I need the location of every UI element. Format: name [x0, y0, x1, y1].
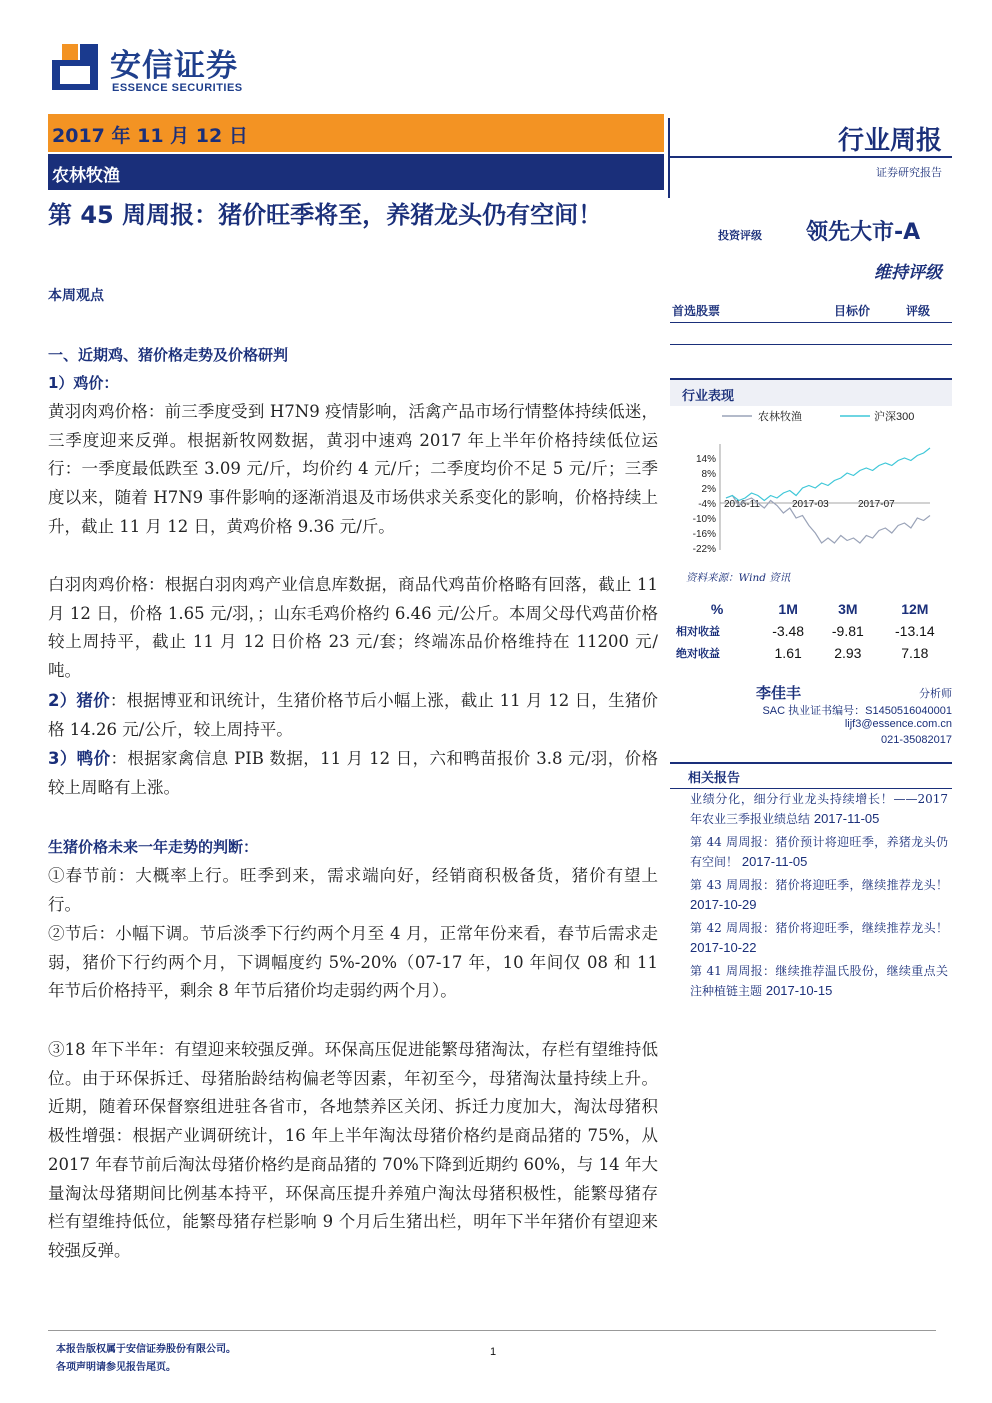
x-tick-label: 2017-03 [792, 499, 829, 510]
page-number: 1 [490, 1346, 497, 1358]
related-report-title[interactable]: 第 44 周周报：猪价预计将迎旺季，养猪龙头仍有空间！ [690, 835, 948, 869]
related-report-date: 2017-11-05 [741, 854, 808, 869]
picks-col-stock: 首选股票 [672, 304, 721, 318]
section-title-outlook: 生猪价格未来一年走势的判断： [48, 838, 259, 856]
performance-table [676, 598, 952, 664]
chart-source: 资料来源：Wind 资讯 [686, 572, 791, 584]
related-report-date: 2017-10-22 [690, 940, 757, 955]
related-report-date: 2017-11-05 [813, 811, 880, 826]
y-tick-label: 8% [701, 469, 716, 480]
report-subtype: 证券研究报告 [876, 166, 942, 179]
table-header-cell: % [710, 601, 724, 617]
sector-name: 农林牧渔 [52, 166, 120, 186]
chart-legend [722, 409, 914, 423]
related-report-title[interactable]: 第 43 周周报：猪价将迎旺季，继续推荐龙头！ [690, 878, 948, 892]
footer-disclaimer: 各项声明请参见报告尾页。 [56, 1362, 176, 1373]
logo-text-cn: 安信证券 [110, 48, 238, 84]
duck-text: ：根据家禽信息 PIB 数据，11 月 12 日，六和鸭苗报价 3.8 元/羽，价格较上周略有上涨。 [48, 749, 659, 797]
logo-mark-icon [52, 44, 98, 90]
pig-text: ：根据博亚和讯统计，生猪价格节后小幅上涨，截止 11 月 12 日，生猪价格 14.26 元/公斤，较上周持平。 [48, 691, 658, 739]
rating-maintain: 维持评级 [874, 263, 942, 283]
picks-col-target: 目标价 [834, 304, 871, 318]
analyst-email: lijf3@essence.com.cn [844, 718, 952, 730]
table-cell: 7.18 [901, 645, 929, 661]
y-tick-label: -10% [692, 514, 716, 525]
table-row [676, 642, 952, 664]
report-type-rule [670, 156, 952, 158]
list-item[interactable] [690, 790, 948, 829]
viewpoint-label: 本周观点 [48, 288, 104, 304]
rating-value: 领先大市-A [806, 220, 921, 245]
rating-label: 投资评级 [718, 229, 762, 242]
report-headline: 第 45 周周报：猪价旺季将至，养猪龙头仍有空间！ [48, 201, 603, 229]
table-header-cell: 3M [838, 601, 858, 617]
list-item[interactable] [690, 962, 948, 1001]
duck-label: 3）鸭价 [48, 749, 111, 768]
row-label: 绝对收益 [676, 647, 720, 660]
analyst-cert: SAC 执业证书编号：S1450516040001 [762, 705, 952, 717]
paragraph-pig [48, 687, 658, 744]
industry-performance-chart [680, 404, 952, 564]
y-tick-label: -4% [698, 499, 716, 510]
footer-rule [48, 1330, 936, 1331]
related-report-title[interactable]: 业绩分化，细分行业龙头持续增长！——2017 年农业三季报业绩总结 [690, 792, 948, 826]
legend-label-hs300: 沪深300 [874, 411, 915, 423]
table-header-cell: 12M [901, 601, 929, 617]
table-cell: 1.61 [774, 645, 802, 661]
y-tick-label: 14% [695, 454, 716, 465]
logo-text-en: ESSENCE SECURITIES [112, 82, 243, 94]
table-cell: -3.48 [772, 623, 805, 639]
performance-header [670, 378, 952, 406]
related-report-title[interactable]: 第 41 周周报：继续推荐温氏股份，继续重点关注种植链主题 [690, 964, 948, 998]
list-item[interactable] [690, 833, 948, 872]
subsection-chicken: 1）鸡价： [48, 374, 119, 392]
y-tick-label: -16% [692, 529, 716, 540]
paragraph-yellow-chicken: 黄羽肉鸡价格：前三季度受到 H7N9 疫情影响，活禽产品市场行情整体持续低迷，三季度迎来反弹。根据新牧网数据，黄羽中速鸡 2017 年上半年价格持续低位运行：一季度最低跌至 3.09 元/斤，均价约 4 元/斤；二季度均价不足 5 元/斤；三季度以来，随着 H7N9 事件影响的逐渐消退及市场供求关系变化的影响，价格持续上升，截止 11 月 12 日，黄鸡价格 9.36 元/斤。 [48, 402, 658, 536]
report-date: 2017 年 11 月 12 日 [52, 125, 248, 147]
x-tick-label: 2017-07 [858, 499, 895, 510]
stock-picks-header [670, 300, 952, 323]
date-bar [48, 114, 664, 152]
table-cell: -9.81 [831, 623, 864, 639]
series-line-hs300 [726, 448, 930, 501]
x-tick-label: 2016-11 [724, 499, 760, 510]
list-item[interactable] [690, 876, 948, 915]
paragraph-after-spring: ②节后：小幅下调。节后淡季下行约两个月至 4 月，正常年份来看，春节后需求走弱，猪价下行约两个月，下调幅度约 5%-20%（07-17 年，10 年间仅 08 和 11 年节后价格持平，剩余 8 年节后猪价均走弱约两个月）。 [48, 924, 658, 1001]
pig-label: 2）猪价 [48, 691, 110, 710]
table-header-cell: 1M [778, 601, 798, 617]
row-label: 相对收益 [676, 625, 720, 638]
table-cell: -13.14 [895, 623, 935, 639]
footer-copyright: 本报告版权属于安信证券股份有限公司。 [56, 1344, 236, 1355]
paragraph-second-half: ③18 年下半年：有望迎来较强反弹。环保高压促进能繁母猪淘汰，存栏有望维持低位。由于环保拆迁、母猪胎龄结构偏老等因素，年初至今，母猪淘汰量持续上升。近期，随着环保督察组进驻各省市，各地禁养区关闭、拆迁力度加大，淘汰母猪积极性增强：根据产业调研统计，16 年上半年淘汰母猪价格约是商品猪的 75%，从 2017 年春节前后淘汰母猪价格约是商品猪的 70%下降到近期约 60%，与 14 年大量淘汰母猪期间比例基本持平，环保高压提升养殖户淘汰母猪积极性，能繁母猪存栏有望维持低位，能繁母猪存栏影响 9 个月后生猪出栏，明年下半年猪价有望迎来较强反弹。 [48, 1040, 658, 1260]
table-header-row [676, 598, 952, 620]
related-reports-list [690, 790, 948, 1005]
related-report-title[interactable]: 第 42 周周报：猪价将迎旺季，继续推荐龙头！ [690, 921, 948, 935]
related-reports-title: 相关报告 [688, 771, 741, 786]
y-tick-label: -22% [692, 544, 716, 555]
y-tick-label: 2% [701, 484, 716, 495]
paragraph-before-spring: ①春节前：大概率上行。旺季到来，需求端向好，经销商积极备货，猪价有望上行。 [48, 866, 658, 914]
picks-bottom-rule [670, 344, 952, 345]
related-report-date: 2017-10-29 [690, 897, 757, 912]
analyst-phone: 021-35082017 [881, 734, 952, 746]
report-type: 行业周报 [837, 126, 942, 156]
related-reports-header [670, 762, 952, 789]
sector-bar [48, 154, 664, 190]
table-cell: 2.93 [834, 645, 862, 661]
analyst-role: 分析师 [919, 687, 952, 700]
list-item[interactable] [690, 919, 948, 958]
picks-col-rating: 评级 [906, 304, 931, 318]
section-title-prices: 一、近期鸡、猪价格走势及价格研判 [48, 346, 289, 364]
performance-title: 行业表现 [682, 389, 735, 404]
company-logo [52, 40, 252, 100]
paragraph-duck [48, 745, 658, 802]
paragraph-white-chicken: 白羽肉鸡价格：根据白羽肉鸡产业信息库数据，商品代鸡苗价格略有回落，截止 11 月 12 日，价格 1.65 元/羽，；山东毛鸡价格约 6.46 元/公斤。本周父母代鸡苗价格较上周持平，截止 11 月 12 日价格 23 元/套；终端冻品价格维持在 11200 元/吨。 [48, 575, 658, 681]
table-row [676, 620, 952, 642]
related-report-date: 2017-10-15 [765, 983, 833, 998]
analyst-name: 李佳丰 [756, 684, 802, 702]
header-divider [668, 118, 670, 198]
legend-label-agri: 农林牧渔 [758, 411, 802, 423]
